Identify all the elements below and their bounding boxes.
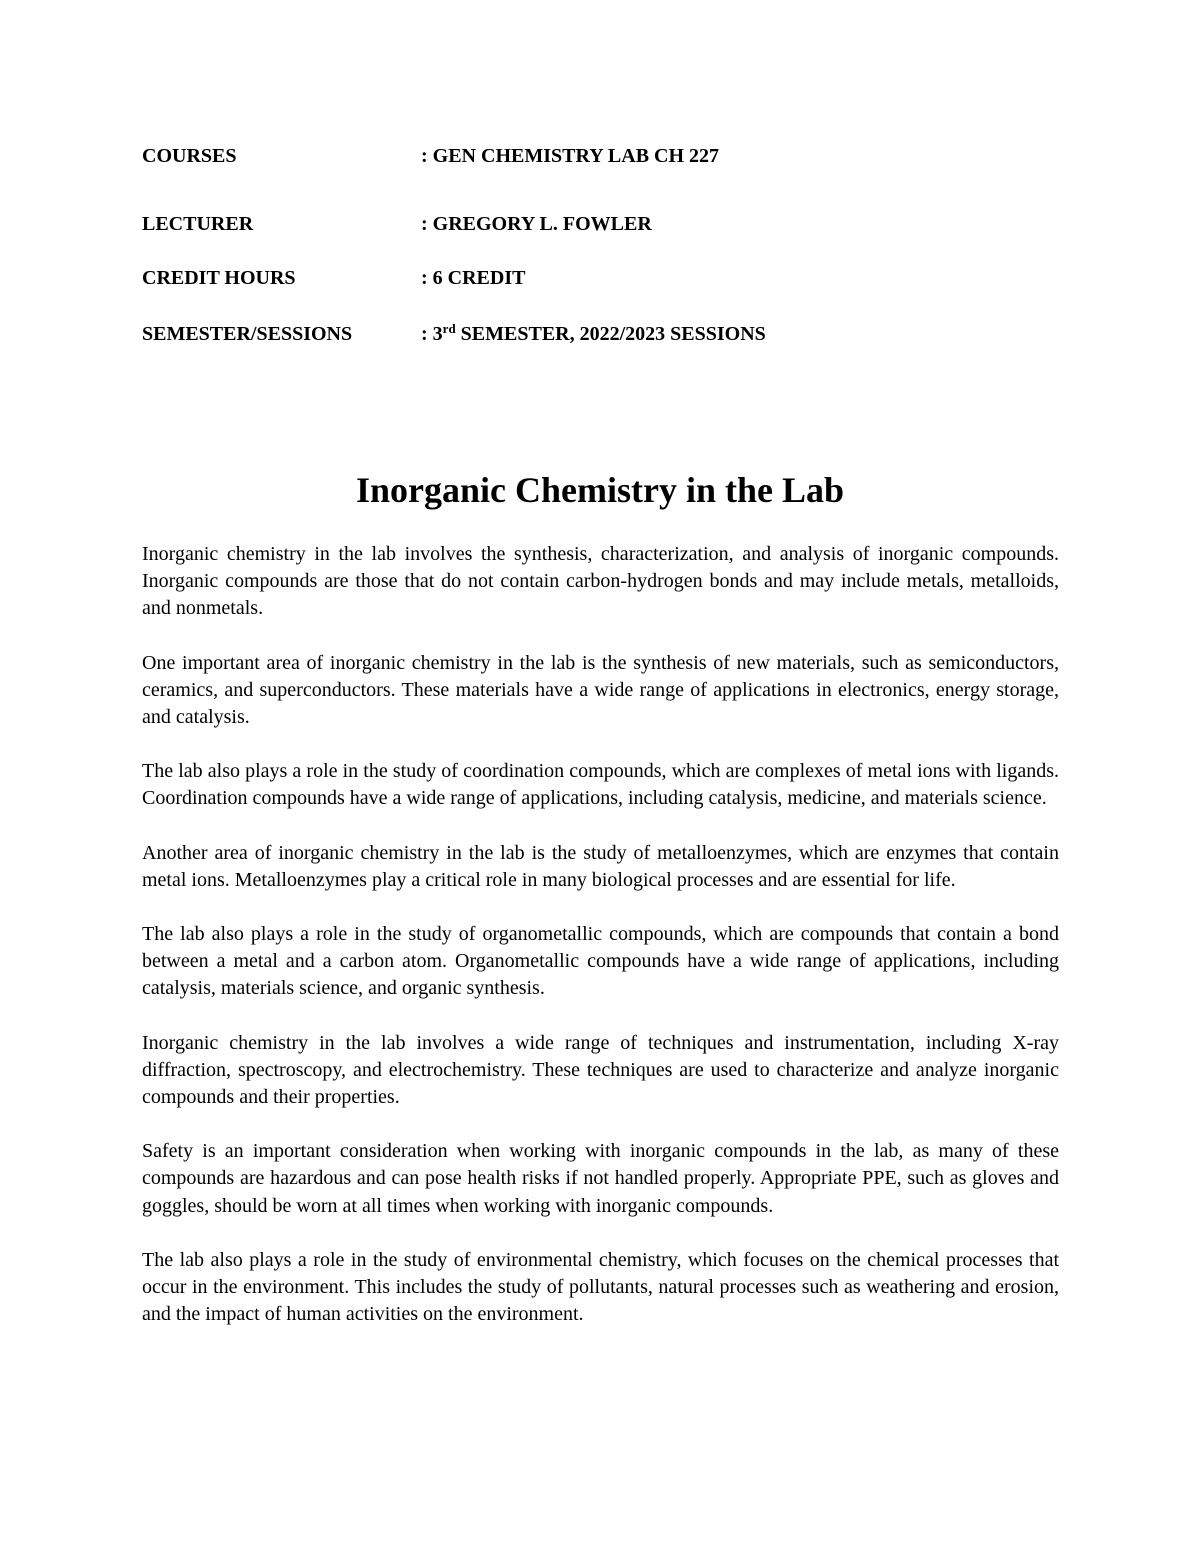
semester-session-text: SEMESTER, 2022/2023 SESSIONS — [455, 323, 766, 345]
credit-hours-label: CREDIT HOURS — [142, 267, 296, 289]
document-title: Inorganic Chemistry in the Lab — [355, 470, 845, 510]
semester-ordinal-suffix: rd — [442, 321, 456, 336]
semester-label: SEMESTER/SESSIONS — [142, 323, 353, 345]
paragraph-safety: Safety is an important consideration when working with inorganic compounds in the lab, as many of these compounds are hazardous and can pose health risks if not handled properly. Appropriate PPE, such as gloves and goggles, should be worn at all times when working with inorganic compounds. — [142, 1140, 1059, 1217]
course-label: COURSES — [142, 145, 237, 167]
document-body — [142, 541, 1059, 1355]
course-row — [142, 140, 1062, 172]
lecturer-value: : GREGORY L. FOWLER — [421, 213, 652, 235]
lecturer-row — [142, 208, 1062, 240]
credit-hours-value: : 6 CREDIT — [421, 267, 526, 289]
semester-value — [421, 318, 766, 350]
credit-hours-row — [142, 262, 1062, 294]
paragraph-metalloenzymes: Another area of inorganic chemistry in the lab is the study of metalloenzymes, which are enzymes that contain metal ions. Metalloenzymes play a critical role in many biological processes and are essential for life. — [142, 841, 1059, 891]
paragraph-coordination-compounds: The lab also plays a role in the study of coordination compounds, which are complexes of metal ions with ligands. Coordination compounds have a wide range of applications, including catalysis, medicine, and materials science. — [142, 760, 1059, 810]
semester-number: : 3 — [421, 323, 443, 345]
semester-row — [142, 318, 1062, 350]
paragraph-techniques: Inorganic chemistry in the lab involves a wide range of techniques and instrumentation, including X-ray diffraction, spectroscopy, and electrochemistry. These techniques are used to characterize and analyze inorganic compounds and their properties. — [142, 1031, 1059, 1109]
lecturer-label: LECTURER — [142, 213, 254, 235]
paragraph-new-materials: One important area of inorganic chemistry in the lab is the synthesis of new materials, such as semiconductors, ceramics, and superconductors. These materials have a wide range of applications in electronics, energy storage, and catalysis. — [142, 651, 1059, 729]
paragraph-intro: Inorganic chemistry in the lab involves the synthesis, characterization, and analysis of inorganic compounds. Inorganic compounds are those that do not contain carbon-hydrogen bonds and may include metals, metalloids, and nonmetals. — [142, 543, 1059, 620]
paragraph-environmental-chemistry: The lab also plays a role in the study of environmental chemistry, which focuses on the chemical processes that occur in the environment. This includes the study of pollutants, natural processes such as weathering and erosion, and the impact of human activities on the environment. — [142, 1248, 1059, 1326]
paragraph-organometallic-compounds: The lab also plays a role in the study of organometallic compounds, which are compounds that contain a bond between a metal and a carbon atom. Organometallic compounds have a wide range of applications, including catalysis, materials science, and organic synthesis. — [142, 923, 1059, 1000]
course-value: : GEN CHEMISTRY LAB CH 227 — [421, 145, 720, 167]
